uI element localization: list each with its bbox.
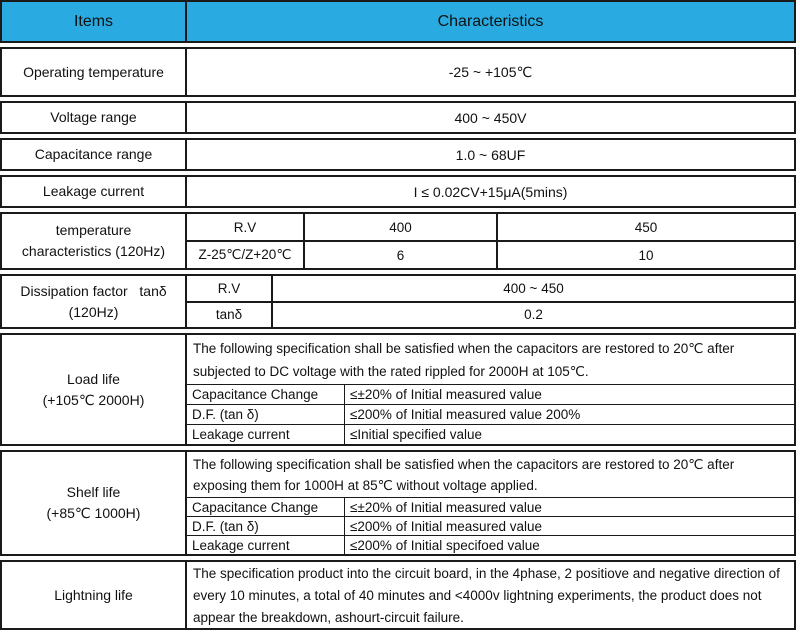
row-value: -25 ~ +105℃ xyxy=(448,63,533,80)
row-capacitance-range xyxy=(0,138,796,171)
row-label-line2: (120Hz) xyxy=(68,303,119,320)
spec-value: ≤200% of Initial specifoed value xyxy=(350,537,540,553)
spec-row xyxy=(187,425,794,444)
subtable-row xyxy=(187,214,794,242)
sub-header: tanδ xyxy=(187,303,273,328)
row-label: Operating temperature xyxy=(2,49,187,95)
spec-value: ≤Initial specified value xyxy=(350,427,482,442)
spec-name: Leakage current xyxy=(187,536,345,554)
row-dissipation-factor xyxy=(0,274,796,329)
spec-name: Leakage current xyxy=(187,425,345,444)
row-temperature-characteristics xyxy=(0,212,796,270)
spec-name: Capacitance Change xyxy=(187,498,345,516)
row-value: 1.0 ~ 68UF xyxy=(455,146,526,163)
row-load-life xyxy=(0,333,796,446)
lightning-life-text: The specification product into the circuit board, in the 4phase, 2 positiove and negative direction of every 10 minutes, a total of 40 minutes and <4000v lightning experiments, the product does not appear the breakdown, ashourt-circuit failure. xyxy=(193,566,780,625)
sub-value: 6 xyxy=(305,242,498,268)
spec-row xyxy=(187,405,794,425)
subtable-row xyxy=(187,303,794,328)
shelf-life-detail xyxy=(187,452,794,554)
sub-header: Z-25℃/Z+20℃ xyxy=(187,242,305,268)
header-items: Items xyxy=(2,2,187,41)
row-label-line2: characteristics (120Hz) xyxy=(21,243,166,259)
dissipation-factor-subtable xyxy=(187,276,794,327)
row-label: Capacitance range xyxy=(2,140,187,169)
row-label xyxy=(2,276,187,327)
row-label-line1: Shelf life xyxy=(66,484,121,500)
spec-row xyxy=(187,517,794,536)
load-life-detail xyxy=(187,335,794,444)
sub-value: 10 xyxy=(638,247,654,263)
shelf-life-condition-text: The following specification shall be satisfied when the capacitors are restored to 20℃ after exposing them for 1000H at 85℃ without voltage applied. xyxy=(187,452,794,498)
spec-value: ≤±20% of Initial measured value xyxy=(350,387,542,402)
sub-value: 400 xyxy=(305,214,498,240)
sub-value: 400 ~ 450 xyxy=(503,280,564,296)
spec-row xyxy=(187,536,794,554)
spec-name: D.F. (tan δ) xyxy=(187,517,345,535)
row-label: Lightning life xyxy=(2,562,187,628)
row-value: I ≤ 0.02CV+15μA(5mins) xyxy=(413,183,568,200)
sub-header: R.V xyxy=(187,214,305,240)
row-label xyxy=(2,214,187,268)
header-characteristics: Characteristics xyxy=(437,12,544,30)
row-label-line1: temperature xyxy=(55,222,132,238)
spec-row xyxy=(187,385,794,405)
row-voltage-range xyxy=(0,101,796,134)
sub-value: 450 xyxy=(634,219,658,235)
row-label-line2: (+85℃ 1000H) xyxy=(46,505,141,521)
subtable-row xyxy=(187,242,794,268)
row-label: Voltage range xyxy=(2,103,187,132)
table-header-row xyxy=(0,0,796,43)
row-operating-temperature xyxy=(0,47,796,97)
row-label-line1: Load life xyxy=(67,370,120,387)
row-label: Leakage current xyxy=(2,177,187,206)
row-label xyxy=(2,335,187,444)
row-lightning-life xyxy=(0,560,796,630)
row-label-line2: (+105℃ 2000H) xyxy=(42,391,145,408)
spec-value: ≤±20% of Initial measured value xyxy=(350,499,542,515)
row-value: 400 ~ 450V xyxy=(454,109,527,126)
sub-value: 0.2 xyxy=(524,307,543,323)
load-life-condition-text: The following specification shall be satisfied when the capacitors are restored to 20℃ after subjected to DC voltage with the rated rippled for 2000H at 105℃. xyxy=(187,335,794,385)
sub-header: R.V xyxy=(187,276,273,301)
temperature-characteristics-subtable xyxy=(187,214,794,268)
subtable-row xyxy=(187,276,794,303)
spec-value: ≤200% of Initial measured value xyxy=(350,518,543,534)
row-label xyxy=(2,452,187,554)
spec-name: D.F. (tan δ) xyxy=(187,405,345,424)
row-shelf-life xyxy=(0,450,796,556)
spec-name: Capacitance Change xyxy=(187,385,345,404)
spec-row xyxy=(187,498,794,517)
row-label-line1: Dissipation factor tanδ xyxy=(20,282,167,299)
spec-value: ≤200% of Initial measured value 200% xyxy=(350,407,581,422)
row-leakage-current xyxy=(0,175,796,208)
